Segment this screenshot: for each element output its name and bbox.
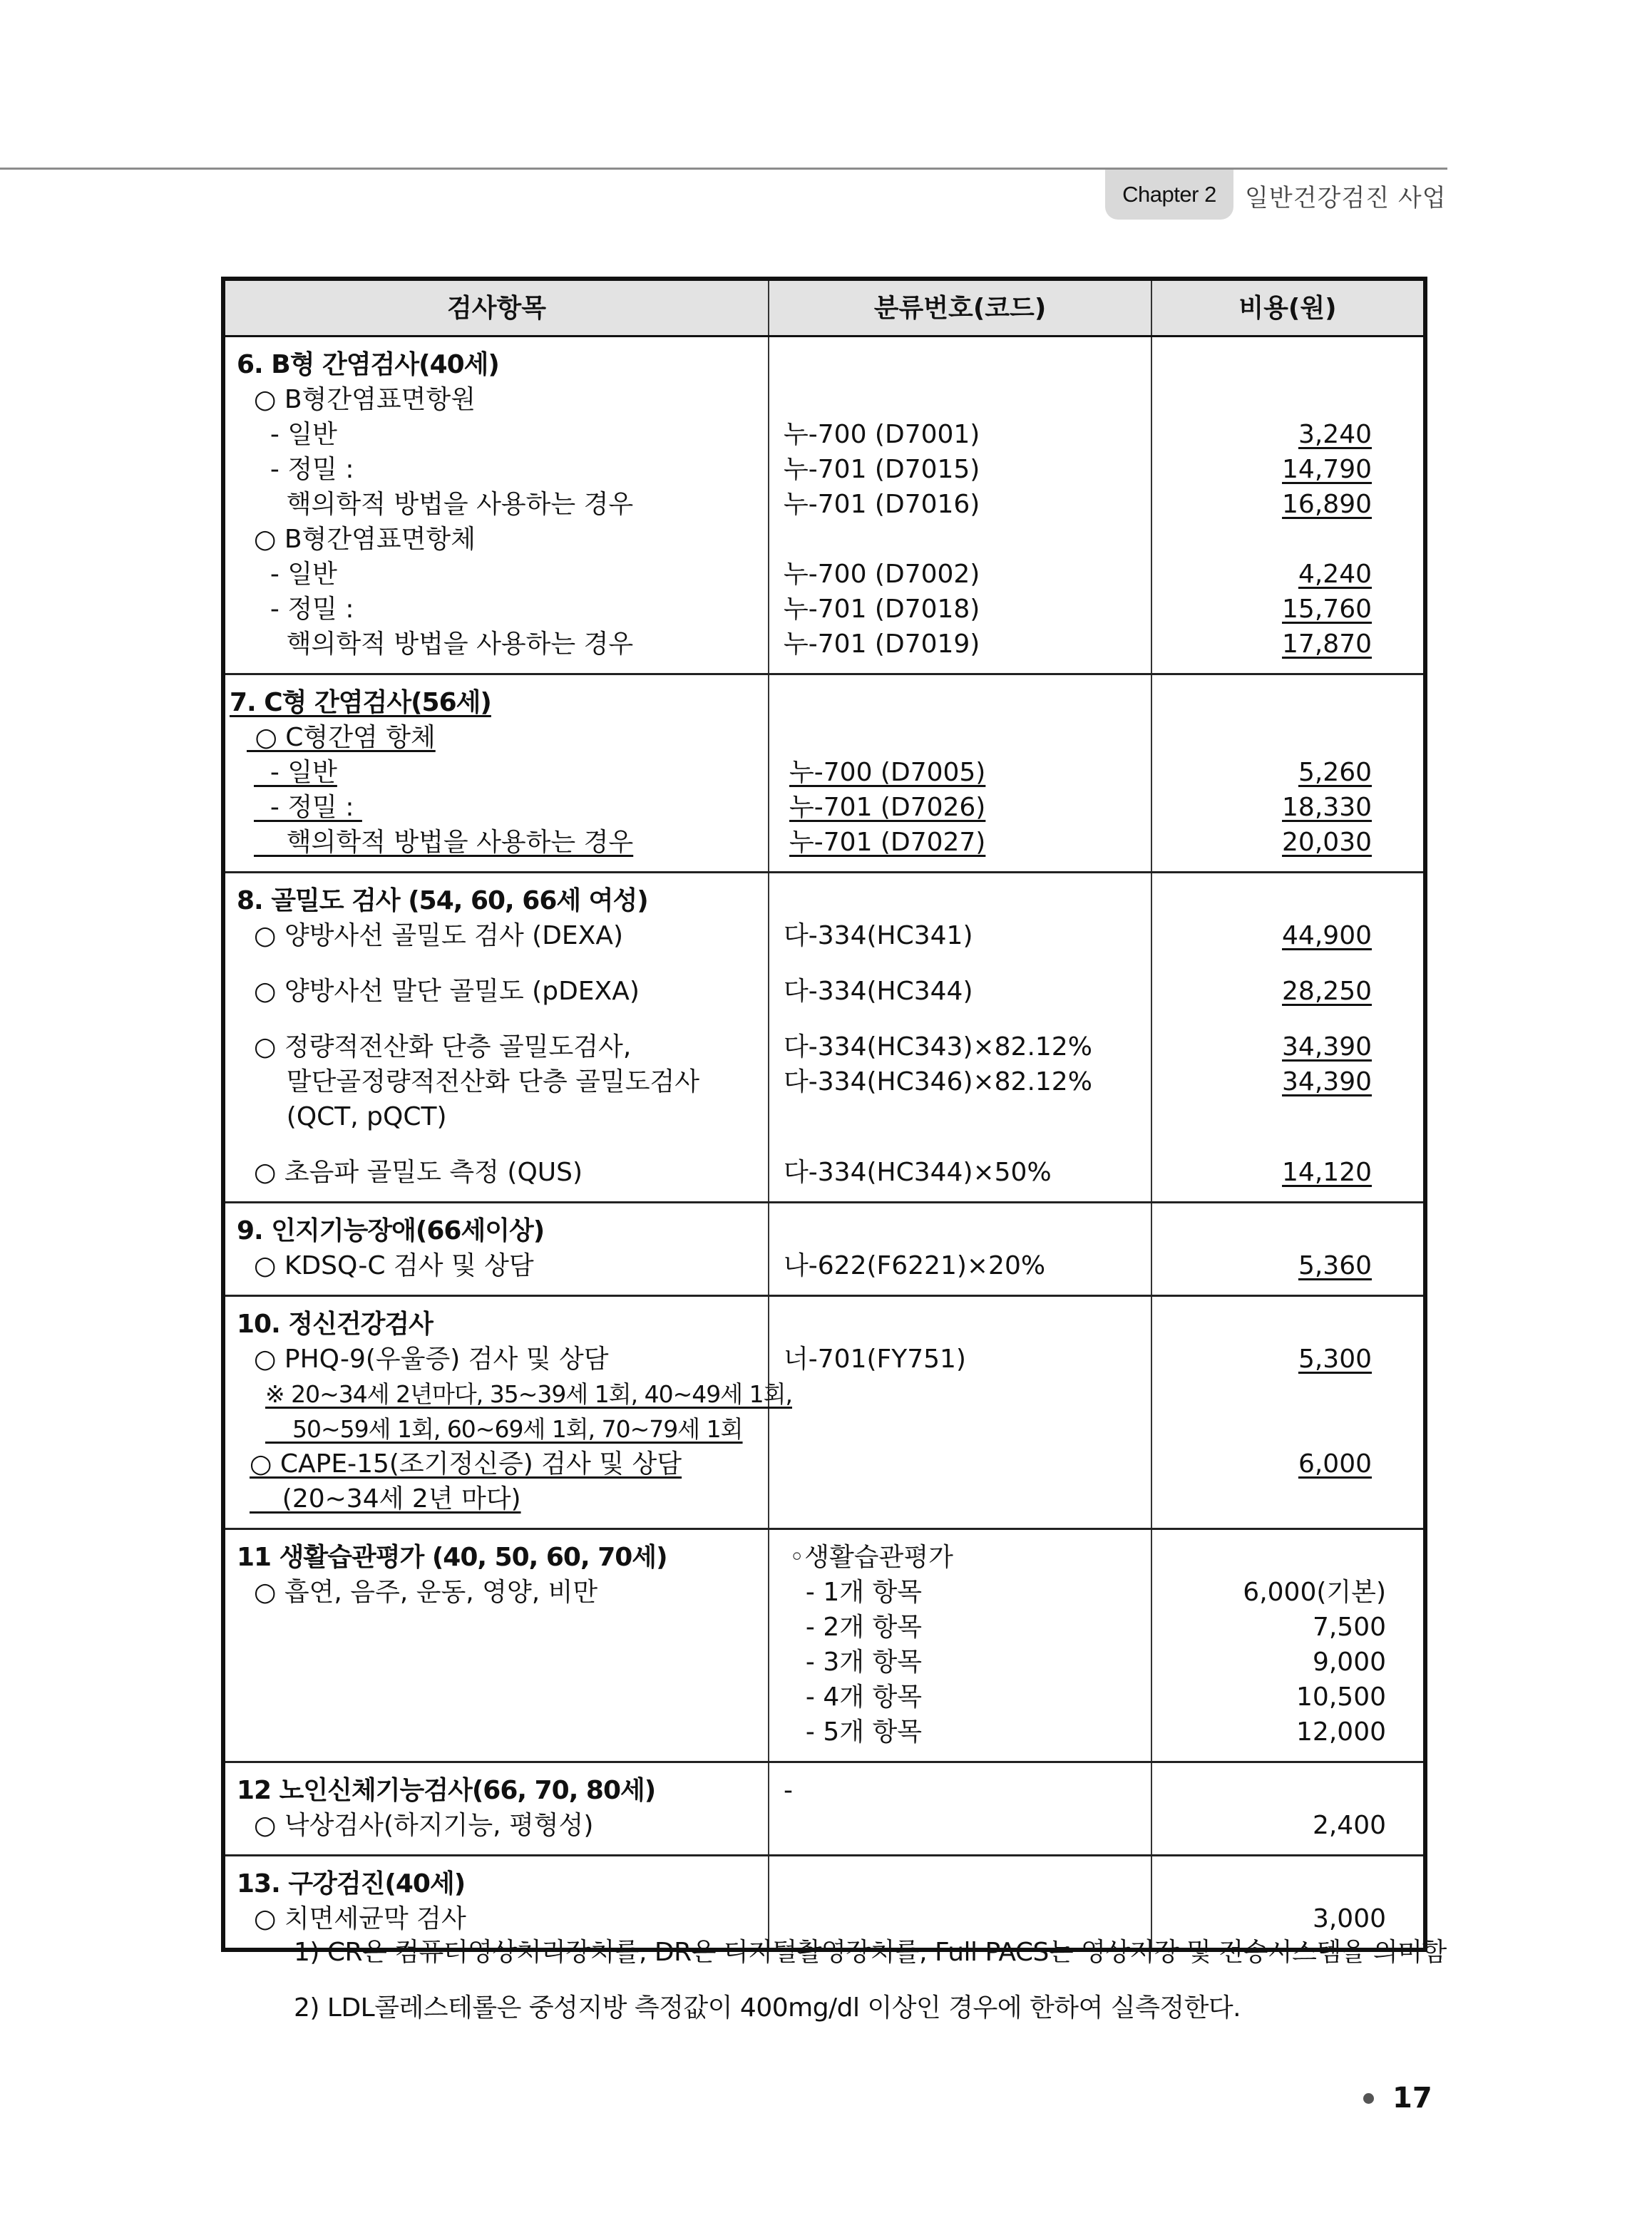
- cost-line: [1152, 1099, 1423, 1134]
- table-row-section-10: [223, 1296, 1425, 1529]
- code-line: [769, 1901, 1151, 1936]
- cost-value: 5,260: [1298, 758, 1372, 787]
- code-line: - 2개 항목: [789, 1613, 922, 1642]
- item-line: (20~34세 2년 마다): [250, 1484, 521, 1514]
- code-cell: [769, 674, 1151, 873]
- section-title: 12 노인신체기능검사(66, 70, 80세): [237, 1776, 656, 1805]
- cost-value: 14,790: [1282, 455, 1372, 484]
- cost-cell: [1151, 1203, 1425, 1296]
- cost-line: [1152, 1540, 1423, 1575]
- code-line: 다-334(HC346)×82.12%: [784, 1067, 1092, 1096]
- code-line: 누-700 (D7005): [789, 758, 986, 787]
- code-cell: [769, 1529, 1151, 1762]
- cost-value: 15,760: [1282, 595, 1372, 624]
- cost-line: [1152, 1213, 1423, 1248]
- cost-value: 7,500: [1312, 1613, 1386, 1642]
- cost-value: 4,240: [1298, 560, 1372, 589]
- cost-line: [1152, 522, 1423, 557]
- table-row-section-7: [223, 674, 1425, 873]
- item-cell: [223, 336, 769, 674]
- code-cell: [769, 1762, 1151, 1856]
- item-note: ※ 20~34세 2년마다, 35~39세 1회, 40~49세 1회,: [265, 1380, 792, 1408]
- footnote-2: 2) LDL콜레스테롤은 중성지방 측정값이 400mg/dl 이상인 경우에 한하여 실측정한다.: [294, 1993, 1241, 2023]
- cost-value: 20,030: [1282, 828, 1372, 857]
- cost-value: 6,000(기본): [1243, 1578, 1386, 1607]
- table-row-section-6: [223, 336, 1425, 674]
- item-line: ○ 양방사선 골밀도 검사 (DEXA): [254, 921, 624, 950]
- cost-value: 5,300: [1298, 1345, 1372, 1374]
- item-line: ○ 정량적전산화 단층 골밀도검사,: [254, 1032, 632, 1062]
- item-line: 핵의학적 방법을 사용하는 경우: [254, 490, 634, 519]
- cost-line: [1152, 1377, 1423, 1412]
- cost-value: 5,360: [1298, 1251, 1372, 1280]
- item-line: ○ C형간염 항체: [247, 723, 436, 752]
- code-line: 누-701 (D7027): [789, 828, 986, 857]
- table-row-section-9: [223, 1203, 1425, 1296]
- chapter-tab: Chapter 2: [1105, 170, 1233, 220]
- item-line: - 일반: [254, 758, 337, 787]
- code-line: [769, 883, 1151, 918]
- code-line: - 4개 항목: [789, 1682, 922, 1712]
- table-row-section-8: [223, 873, 1425, 1203]
- code-line: - 5개 항목: [789, 1717, 922, 1747]
- code-line: [769, 1213, 1151, 1248]
- code-line: [769, 1866, 1151, 1901]
- code-cell: [769, 873, 1151, 1203]
- cost-value: 34,390: [1282, 1067, 1372, 1096]
- cost-value: 44,900: [1282, 921, 1372, 950]
- cost-value: 14,120: [1282, 1158, 1372, 1187]
- page-number-value: 17: [1392, 2082, 1432, 2115]
- code-line: - 3개 항목: [789, 1648, 922, 1677]
- code-line: 누-701 (D7015): [784, 455, 980, 484]
- code-line: [769, 347, 1151, 382]
- item-line: - 정밀 :: [254, 595, 354, 624]
- cost-value: 3,000: [1312, 1904, 1386, 1933]
- code-line: 다-334(HC341): [784, 921, 973, 950]
- cost-value: 9,000: [1312, 1648, 1386, 1677]
- code-line: 누-701 (D7018): [784, 595, 980, 624]
- column-header-code: 분류번호(코드): [769, 279, 1151, 336]
- column-header-item: 검사항목: [223, 279, 769, 336]
- cost-line: [1152, 720, 1423, 755]
- code-line: 나-622(F6221)×20%: [784, 1251, 1046, 1280]
- code-line: 다-334(HC344): [784, 977, 973, 1006]
- code-line: [769, 382, 1151, 417]
- item-line: 핵의학적 방법을 사용하는 경우: [254, 630, 634, 659]
- item-cell: [223, 1762, 769, 1856]
- cost-cell: [1151, 336, 1425, 674]
- cost-cell: [1151, 1296, 1425, 1529]
- code-line: [769, 720, 1151, 755]
- cost-line: [1152, 1307, 1423, 1342]
- code-line: [769, 522, 1151, 557]
- code-line: [769, 1447, 1151, 1481]
- fee-table: [221, 277, 1427, 1952]
- item-cell: [223, 1529, 769, 1762]
- cost-cell: [1151, 873, 1425, 1203]
- cost-line: [1152, 1481, 1423, 1516]
- item-line: ○ 낙상검사(하지기능, 평형성): [254, 1811, 594, 1840]
- code-cell: [769, 1203, 1151, 1296]
- cost-line: [1152, 685, 1423, 720]
- item-line: ○ 치면세균막 검사: [254, 1904, 466, 1933]
- code-line: 누-701 (D7026): [789, 793, 986, 822]
- item-line: 핵의학적 방법을 사용하는 경우: [254, 828, 634, 857]
- item-line: (QCT, pQCT): [254, 1102, 447, 1131]
- cost-line: [1152, 347, 1423, 382]
- section-title: 13. 구강검진(40세): [237, 1869, 466, 1899]
- item-note: 50~59세 1회, 60~69세 1회, 70~79세 1회: [265, 1415, 743, 1443]
- cost-value: 12,000: [1296, 1717, 1386, 1747]
- item-line: ○ B형간염표면항체: [254, 525, 476, 554]
- code-line: - 1개 항목: [789, 1578, 922, 1607]
- item-line: ○ 양방사선 말단 골밀도 (pDEXA): [254, 977, 640, 1006]
- page-number: [1363, 2082, 1432, 2115]
- code-cell: [769, 1296, 1151, 1529]
- item-line: ○ 흡연, 음주, 운동, 영양, 비만: [254, 1578, 598, 1607]
- code-line: [769, 1377, 1151, 1412]
- table-row-section-11: [223, 1529, 1425, 1762]
- code-line: [769, 1099, 1151, 1134]
- code-line: [769, 1481, 1151, 1516]
- cost-value: 3,240: [1298, 420, 1372, 449]
- item-line: ○ PHQ-9(우울증) 검사 및 상담: [254, 1345, 609, 1374]
- cost-value: 28,250: [1282, 977, 1372, 1006]
- cost-line: [1152, 1866, 1423, 1901]
- column-header-cost: 비용(원): [1151, 279, 1425, 336]
- cost-value: 10,500: [1296, 1682, 1386, 1712]
- cost-cell: [1151, 1762, 1425, 1856]
- cost-value: 6,000: [1298, 1449, 1372, 1479]
- code-line: [769, 1808, 1151, 1843]
- item-line: ○ CAPE-15(조기정신증) 검사 및 상담: [250, 1449, 682, 1479]
- code-line: [769, 1307, 1151, 1342]
- bullet-dot-icon: [1363, 2093, 1374, 2104]
- code-line: 누-700 (D7001): [784, 420, 980, 449]
- cost-line: [1152, 1412, 1423, 1447]
- cost-value: 17,870: [1282, 630, 1372, 659]
- code-cell: [769, 336, 1151, 674]
- section-title: 8. 골밀도 검사 (54, 60, 66세 여성): [237, 886, 648, 915]
- cost-value: 34,390: [1282, 1032, 1372, 1062]
- section-title: 7. C형 간염검사(56세): [230, 688, 491, 717]
- footnote-1: 1) CR은 컴퓨터영상처리장치를, DR은 디지털촬영장치를, Full PACS는 영상저장 및 전송시스템을 의미함: [294, 1938, 1447, 1967]
- code-line: 누-700 (D7002): [784, 560, 980, 589]
- item-cell: [223, 1203, 769, 1296]
- code-line: 누-701 (D7019): [784, 630, 980, 659]
- cost-cell: [1151, 1529, 1425, 1762]
- item-line: ○ B형간염표면항원: [254, 385, 476, 414]
- item-cell: [223, 674, 769, 873]
- item-cell: [223, 873, 769, 1203]
- table-header-row: [223, 279, 1425, 336]
- item-line: - 일반: [254, 560, 337, 589]
- item-line: - 정밀 :: [254, 455, 354, 484]
- code-line: 너-701(FY751): [784, 1345, 966, 1374]
- code-line: 다-334(HC343)×82.12%: [784, 1032, 1092, 1062]
- section-title: 6. B형 간염검사(40세): [237, 350, 499, 379]
- code-line: ◦생활습관평가: [789, 1543, 953, 1572]
- cost-value: 16,890: [1282, 490, 1372, 519]
- cost-line: [1152, 1773, 1423, 1808]
- item-line: ○ KDSQ-C 검사 및 상담: [254, 1251, 534, 1280]
- code-line: 다-334(HC344)×50%: [784, 1158, 1052, 1187]
- section-title: 10. 정신건강검사: [237, 1310, 433, 1339]
- item-line: ○ 초음파 골밀도 측정 (QUS): [254, 1158, 583, 1187]
- cost-line: [1152, 382, 1423, 417]
- section-title: 11 생활습관평가 (40, 50, 60, 70세): [237, 1543, 667, 1572]
- cost-value: 18,330: [1282, 793, 1372, 822]
- code-line: 누-701 (D7016): [784, 490, 980, 519]
- chapter-title: 일반건강검진 사업: [1245, 184, 1447, 212]
- item-line: - 정밀 :: [254, 793, 362, 822]
- item-cell: [223, 1296, 792, 1529]
- item-line: - 일반: [254, 420, 337, 449]
- section-title: 9. 인지기능장애(66세이상): [237, 1216, 545, 1245]
- code-line: [769, 1412, 1151, 1447]
- table-row-section-12: [223, 1762, 1425, 1856]
- code-line: [769, 685, 1151, 720]
- code-line: -: [784, 1776, 793, 1805]
- cost-line: [1152, 883, 1423, 918]
- cost-cell: [1151, 674, 1425, 873]
- item-line: 말단골정량적전산화 단층 골밀도검사: [254, 1067, 700, 1096]
- cost-value: 2,400: [1312, 1811, 1386, 1840]
